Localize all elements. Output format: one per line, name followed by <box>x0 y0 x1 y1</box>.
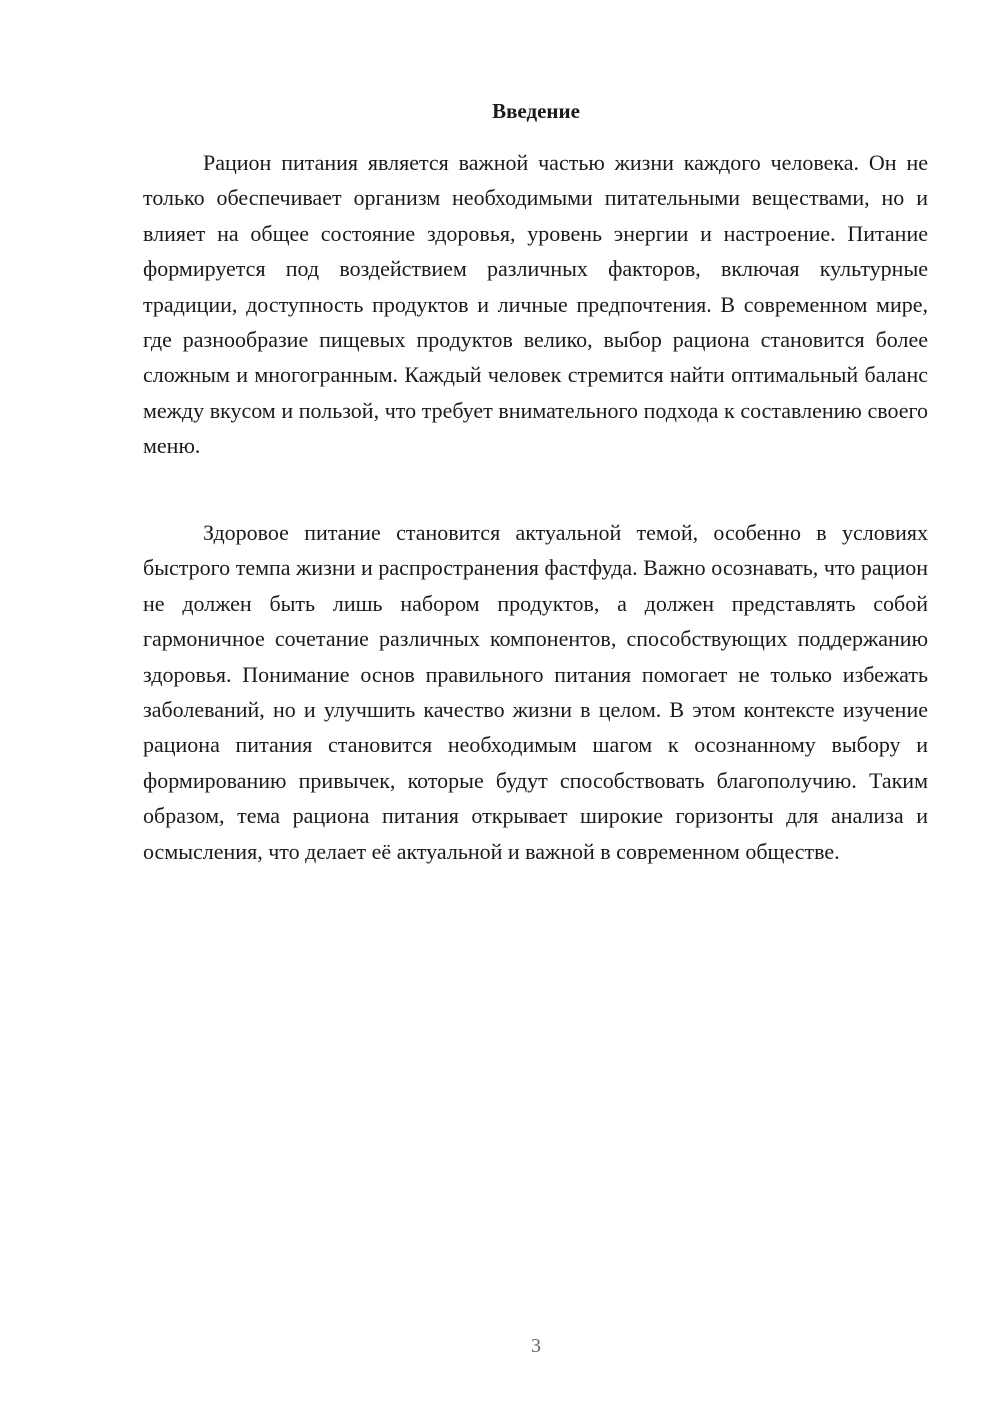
page-number: 3 <box>531 1335 541 1357</box>
section-heading: Введение <box>492 99 580 123</box>
paragraph-1: Рацион питания является важной частью жизни каждого человека. Он не только обеспечивает организм необходимыми питательными веществами, но и влияет на общее состояние здоровья, уровень энергии и настроение. Питание формируется под воздействием различных факторов, включая культурные традиции, доступность продуктов и личные предпочтения. В современном мире, где разнообразие пищевых продуктов велико, выбор рациона становится более сложным и многогранным. Каждый человек стремится найти оптимальный баланс между вкусом и пользой, что требует внимательного подхода к составлению своего меню. <box>143 150 928 459</box>
paragraph-2: Здоровое питание становится актуальной темой, особенно в условиях быстрого темпа жизни и распространения фастфуда. Важно осознавать, что рацион не должен быть лишь набором продуктов, а должен представлять собой гармоничное сочетание различных компонентов, способствующих поддержанию здоровья. Понимание основ правильного питания помогает не только избежать заболеваний, но и улучшить качество жизни в целом. В этом контексте изучение рациона питания становится необходимым шагом к осознанному выбору и формированию привычек, которые будут способствовать благополучию. Таким образом, тема рациона питания открывает широкие горизонты для анализа и осмысления, что делает её актуальной и важной в современном обществе. <box>143 520 928 864</box>
